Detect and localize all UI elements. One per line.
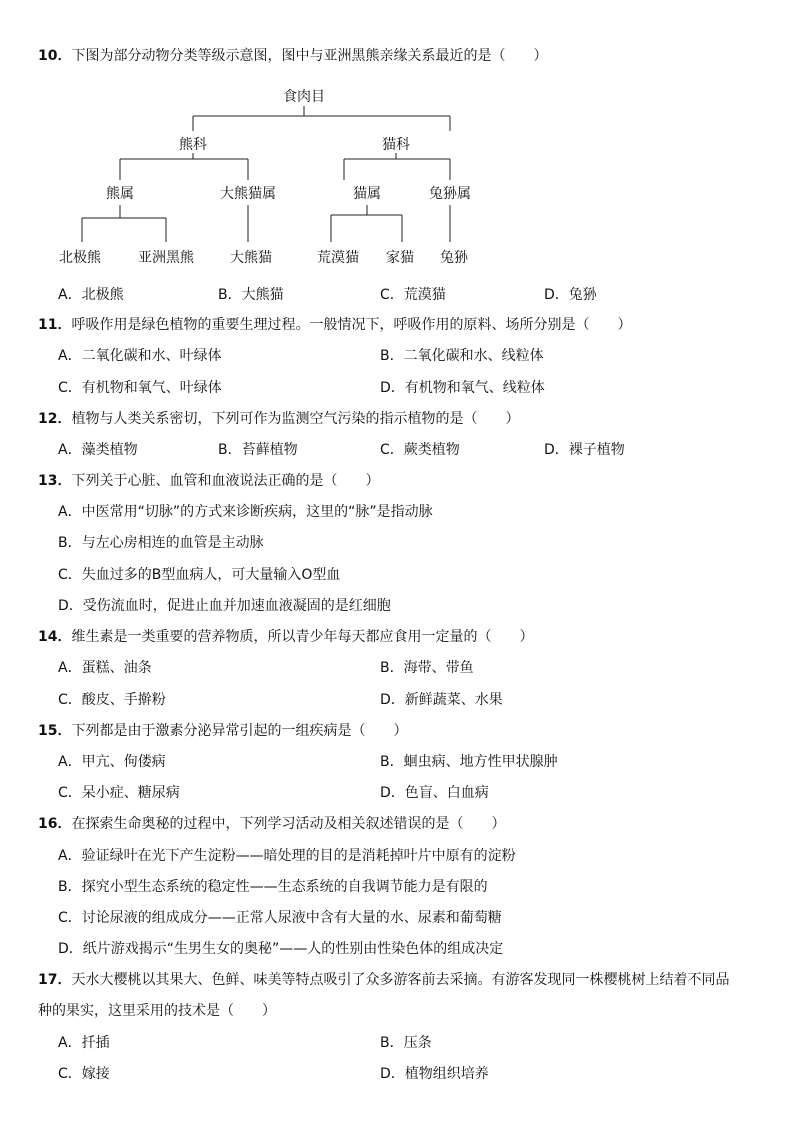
q10-option-c: C．荒漠猫 — [380, 287, 446, 303]
question-10-stem: 10．下图为部分动物分类等级示意图，图中与亚洲黑熊亲缘关系最近的是（ ） — [38, 48, 548, 64]
q15-option-d: D．色盲、白血病 — [380, 785, 489, 801]
tree-genus-ursus: 熊属 — [106, 186, 134, 202]
q15-option-a: A．甲亢、佝偻病 — [58, 754, 166, 770]
tree-species-giant-panda: 大熊猫 — [230, 250, 272, 266]
q12-option-a: A．藻类植物 — [58, 442, 138, 458]
q14-option-a: A．蛋糕、油条 — [58, 660, 152, 676]
question-15-stem: 15．下列都是由于激素分泌异常引起的一组疾病是（ ） — [38, 723, 408, 739]
q16-option-b: B．探究小型生态系统的稳定性——生态系统的自我调节能力是有限的 — [58, 879, 488, 895]
q13-option-d: D．受伤流血时，促进止血并加速血液凝固的是红细胞 — [58, 598, 391, 614]
tree-species-asian-black-bear: 亚洲黑熊 — [138, 250, 194, 266]
tree-order: 食肉目 — [283, 89, 325, 105]
q12-option-b: B．苔藓植物 — [218, 442, 298, 458]
q17-option-d: D．植物组织培养 — [380, 1066, 489, 1082]
q11-option-d: D．有机物和氧气、线粒体 — [380, 380, 545, 396]
q11-option-c: C．有机物和氧气、叶绿体 — [58, 380, 222, 396]
tree-species-chinese-mountain-cat: 荒漠猫 — [317, 250, 359, 266]
q14-option-c: C．酸皮、手擀粉 — [58, 692, 166, 708]
q13-option-c: C．失血过多的B型血病人，可大量输入O型血 — [58, 567, 341, 583]
question-17-stem: 17．天水大樱桃以其果大、色鲜、味美等特点吸引了众多游客前去采摘。有游客发现同一株樱桃树上结着不同品 — [38, 972, 730, 988]
question-11-stem: 11．呼吸作用是绿色植物的重要生理过程。一般情况下，呼吸作用的原料、场所分别是（ ） — [38, 317, 632, 333]
q10-option-d: D．兔狲 — [544, 287, 597, 303]
tree-genus-panda: 大熊猫属 — [220, 186, 276, 202]
tree-family-cat: 猫科 — [382, 137, 410, 153]
question-16-stem: 16．在探索生命奥秘的过程中，下列学习活动及相关叙述错误的是（ ） — [38, 816, 506, 832]
tree-genus-felis: 猫属 — [353, 186, 381, 202]
q15-option-b: B．蛔虫病、地方性甲状腺肿 — [380, 754, 558, 770]
q11-option-b: B．二氧化碳和水、线粒体 — [380, 348, 544, 364]
q13-option-b: B．与左心房相连的血管是主动脉 — [58, 535, 264, 551]
q15-option-c: C．呆小症、糖尿病 — [58, 785, 180, 801]
tree-species-polar-bear: 北极熊 — [59, 250, 101, 266]
tree-family-bear: 熊科 — [179, 137, 207, 153]
q10-option-b: B．大熊猫 — [218, 287, 284, 303]
q16-option-c: C．讨论尿液的组成成分——正常人尿液中含有大量的水、尿素和葡萄糖 — [58, 910, 502, 926]
q11-option-a: A．二氧化碳和水、叶绿体 — [58, 348, 222, 364]
q17-option-c: C．嫁接 — [58, 1066, 110, 1082]
q16-option-a: A．验证绿叶在光下产生淀粉——暗处理的目的是消耗掉叶片中原有的淀粉 — [58, 848, 516, 864]
tree-species-domestic-cat: 家猫 — [386, 250, 414, 266]
q13-option-a: A．中医常用“切脉”的方式来诊断疾病，这里的“脉”是指动脉 — [58, 504, 433, 520]
q17-option-b: B．压条 — [380, 1035, 432, 1051]
question-17-stem-continued: 种的果实，这里采用的技术是（ ） — [38, 1003, 276, 1019]
q12-option-c: C．蕨类植物 — [380, 442, 460, 458]
q17-option-a: A．扦插 — [58, 1035, 110, 1051]
q14-option-d: D．新鲜蔬菜、水果 — [380, 692, 503, 708]
q14-option-b: B．海带、带鱼 — [380, 660, 474, 676]
tree-genus-otocolobus: 兔狲属 — [429, 186, 471, 202]
q12-option-d: D．裸子植物 — [544, 442, 625, 458]
question-13-stem: 13．下列关于心脏、血管和血液说法正确的是（ ） — [38, 473, 380, 489]
tree-species-pallas-cat: 兔狲 — [440, 250, 468, 266]
q10-option-a: A．北极熊 — [58, 287, 124, 303]
q16-option-d: D．纸片游戏揭示“生男生女的奥秘”——人的性别由性染色体的组成决定 — [58, 941, 504, 957]
question-12-stem: 12．植物与人类关系密切，下列可作为监测空气污染的指示植物的是（ ） — [38, 411, 520, 427]
question-14-stem: 14．维生素是一类重要的营养物质，所以青少年每天都应食用一定量的（ ） — [38, 629, 534, 645]
